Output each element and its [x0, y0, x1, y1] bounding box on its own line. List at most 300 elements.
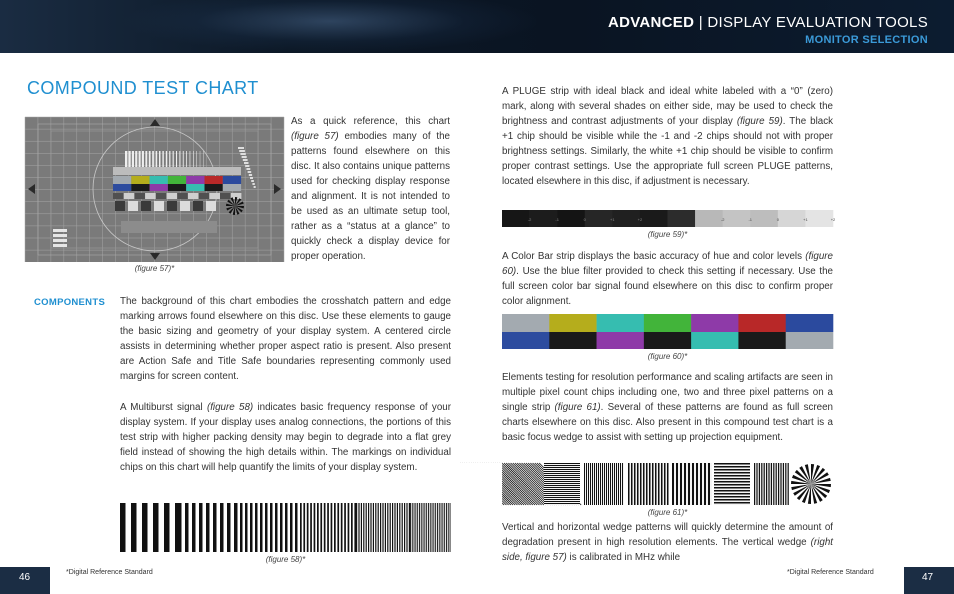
resolution-line [640, 463, 642, 505]
multiburst-line [448, 503, 449, 552]
resolution-line [596, 463, 597, 505]
resolution-line [584, 463, 585, 505]
multiburst-line [193, 151, 194, 167]
resolution-chip [193, 201, 203, 211]
resolution-line [714, 463, 750, 465]
multiburst-line [437, 503, 438, 552]
resolution-line [676, 463, 678, 505]
figure-57-test-chart [25, 117, 284, 262]
pluge-chip [695, 210, 723, 227]
resolution-line [544, 489, 580, 490]
resolution-line [714, 478, 750, 480]
multiburst-line [240, 503, 243, 552]
resolution-line [667, 463, 669, 505]
pluge-chip [720, 210, 751, 227]
vertical-wedge-bar [239, 150, 245, 152]
resolution-line [643, 463, 645, 505]
color-bar-bottom [738, 332, 786, 349]
pluge-chip [750, 210, 778, 227]
multiburst-paragraph [120, 400, 451, 475]
figure-60-color-bars [502, 314, 833, 349]
resolution-chip [141, 201, 151, 211]
multiburst-line [439, 503, 440, 552]
resolution-line [544, 503, 580, 504]
multiburst-line [402, 503, 403, 552]
resolution-line [610, 463, 611, 505]
resolution-line [773, 463, 774, 505]
multiburst-line [380, 503, 381, 552]
multiburst-line [183, 151, 184, 167]
resolution-line [600, 463, 601, 505]
pluge-chip [668, 210, 696, 227]
resolution-chip [206, 201, 216, 211]
multiburst-line [370, 503, 371, 552]
resolution-line [544, 485, 580, 486]
pluge-chip-label: 0 [583, 217, 586, 222]
multiburst-line [417, 503, 418, 552]
multiburst-line [206, 503, 210, 552]
page-number-right: 47 [922, 572, 934, 583]
components-paragraph: The background of this chart embodies the crosshatch pattern and edge marking arrows found elsewhere on this disc. Use these elements to gauge the basic sizing and geometry of your display system. A centered circle assists in determining whether proper aspect ratio is present. Also present are Action Safe and Title Safe boundaries representing commonly used margins for screen content. [120, 296, 451, 382]
footnote-right: *Digital Reference Standard [787, 569, 874, 576]
pluge-text-2: . The black +1 chip should be visible while the -1 and -2 chips should not with proper brightness settings. Similarly, the white +1 chip should be visible to confirm proper contrast settings. Use the appropriate full screen PLUGE patterns, located elsewhere in this disc, if adjustment is necessary. [502, 116, 833, 187]
multiburst-line [260, 503, 263, 552]
multiburst-line [412, 503, 413, 552]
multiburst-line [153, 503, 159, 552]
multiburst-line [162, 151, 163, 167]
mini-color-bar [223, 184, 241, 191]
multiburst-line [152, 151, 154, 167]
multiburst-line [186, 151, 187, 167]
colorbar-figure-ref: (figure 60) [502, 251, 833, 277]
mini-color-bar [113, 176, 131, 184]
color-bar-bottom [549, 332, 597, 349]
figure-58-multiburst [120, 503, 451, 552]
resolution-line [590, 463, 591, 505]
components-label: COMPONENTS [34, 297, 106, 308]
multiburst-line [399, 503, 400, 552]
resolution-line [714, 466, 750, 468]
multiburst-line [397, 503, 398, 552]
resolution-line [544, 481, 580, 482]
color-bar-top [691, 314, 739, 332]
resolution-line [664, 463, 666, 505]
multiburst-line [423, 503, 424, 552]
resolution-line [544, 479, 580, 480]
vertical-wedge-bar [242, 156, 247, 158]
resolution-line [544, 487, 580, 488]
resolution-line [714, 469, 750, 471]
resolution-line [586, 463, 587, 505]
pluge-chip-label: +1 [610, 217, 615, 222]
multiburst-line [176, 151, 177, 167]
page-number-left: 46 [19, 572, 31, 583]
multiburst-line [196, 151, 197, 167]
multiburst-line [442, 503, 443, 552]
resolution-line [714, 493, 750, 495]
multiburst-line [390, 503, 391, 552]
mini-color-bar [168, 184, 186, 191]
resolution-line [544, 493, 580, 494]
color-bar-top [786, 314, 834, 332]
resolution-paragraph [502, 370, 833, 445]
multiburst-line [270, 503, 273, 552]
pluge-chip [209, 193, 220, 199]
resolution-line [704, 463, 706, 505]
mini-color-bar [150, 184, 168, 191]
resolution-line [622, 463, 623, 505]
resolution-line [544, 491, 580, 492]
multiburst-line [387, 503, 388, 552]
vertical-wedge-bar [248, 171, 252, 173]
color-bar-top [549, 314, 597, 332]
multiburst-line [164, 503, 170, 552]
mini-color-bar [168, 176, 186, 184]
resolution-line [759, 463, 760, 505]
vertical-wedge-bar [251, 180, 254, 182]
pluge-chip [220, 193, 231, 199]
resolution-line [616, 463, 617, 505]
resolution-line [544, 467, 580, 468]
page-heading: COMPOUND TEST CHART [27, 78, 259, 98]
resolution-line [714, 499, 750, 501]
multiburst-line [234, 503, 238, 552]
multiburst-line [300, 503, 302, 552]
vertical-wedge-bar [243, 159, 248, 161]
multiburst-text-1: A Multiburst signal [120, 402, 207, 413]
pluge-chip [502, 210, 530, 227]
pluge-chip [637, 210, 668, 227]
multiburst-line [307, 503, 309, 552]
pluge-chip [557, 210, 585, 227]
resolution-line [544, 465, 580, 466]
vertical-wedge-bar [240, 153, 245, 155]
figure-58-caption: (figure 58)* [265, 555, 306, 564]
resolution-line [766, 463, 767, 505]
vertical-wedge-bar [252, 183, 254, 185]
color-bar-top [738, 314, 786, 332]
colorbar-paragraph [502, 249, 833, 309]
multiburst-line [303, 503, 305, 552]
multiburst-line [280, 503, 283, 552]
resolution-line [594, 463, 595, 505]
section-title-rest: | DISPLAY EVALUATION TOOLS [698, 14, 928, 31]
pluge-chip-label: -1 [748, 217, 753, 222]
resolution-line [680, 463, 682, 505]
pluge-chip-label: +2 [637, 217, 643, 222]
multiburst-line [432, 503, 433, 552]
pluge-chip [167, 193, 178, 199]
multiburst-line [419, 503, 420, 552]
resolution-line [544, 483, 580, 484]
multiburst-line [159, 151, 161, 167]
wedge-figure-ref: (right side, figure 57) [502, 537, 833, 563]
resolution-line [761, 463, 762, 505]
resolution-line [544, 501, 580, 502]
multiburst-line [363, 503, 364, 552]
resolution-line [544, 469, 580, 470]
resolution-line [714, 475, 750, 477]
resolution-figure-ref: (figure 61) [554, 402, 601, 413]
multiburst-line [361, 503, 362, 552]
multiburst-line [433, 503, 434, 552]
resolution-line [544, 499, 580, 500]
pluge-chip [124, 193, 135, 199]
pluge-chip-label: -2 [720, 217, 725, 222]
resolution-line [618, 463, 619, 505]
multiburst-line [435, 503, 436, 552]
multiburst-line [409, 503, 410, 552]
resolution-line [598, 463, 599, 505]
multiburst-line [169, 151, 170, 167]
resolution-line [646, 463, 648, 505]
vertical-wedge-bar [244, 162, 249, 164]
mini-color-bar [131, 176, 149, 184]
resolution-line [612, 463, 613, 505]
mini-color-bar [223, 176, 241, 184]
resolution-line [672, 463, 674, 505]
wedge-paragraph [502, 520, 833, 565]
resolution-line [778, 463, 779, 505]
mini-color-bar [205, 184, 223, 191]
multiburst-line [185, 503, 189, 552]
section-title [608, 14, 928, 31]
pluge-chip-label: -1 [555, 217, 559, 222]
multiburst-line [275, 503, 278, 552]
resolution-text-1: Elements testing for resolution performance and scaling artifacts are seen in multiple pixel count chips including one, two and three pixel patterns on a single strip [502, 372, 833, 413]
color-bar-bottom [786, 332, 834, 349]
figure-57-caption: (figure 57)* [134, 264, 175, 273]
resolution-line [764, 463, 765, 505]
resolution-line [708, 463, 710, 505]
multiburst-line [358, 503, 359, 552]
multiburst-line [430, 503, 431, 552]
multiburst-line [344, 503, 346, 552]
multiburst-line [378, 503, 379, 552]
resolution-line [785, 463, 786, 505]
multiburst-line [179, 151, 180, 167]
figure-61-caption: (figure 61)* [647, 508, 688, 517]
multiburst-line [392, 503, 393, 552]
mini-color-bar [131, 184, 149, 191]
mini-color-bar [205, 176, 223, 184]
resolution-line [788, 463, 789, 505]
multiburst-line [444, 503, 445, 552]
multiburst-line [142, 503, 148, 552]
banner-glow [120, 0, 540, 53]
resolution-line [544, 463, 580, 464]
intro-figure-ref: (figure 57) [291, 131, 339, 142]
multiburst-line [450, 503, 451, 552]
color-bar-bottom [597, 332, 645, 349]
resolution-line [684, 463, 686, 505]
vertical-wedge-bar [249, 174, 252, 176]
pluge-chip [805, 210, 833, 227]
multiburst-line [415, 503, 416, 552]
multiburst-line [142, 151, 144, 167]
pluge-chip [612, 210, 640, 227]
multiburst-line [250, 503, 253, 552]
multiburst-line [166, 151, 167, 167]
resolution-line [544, 475, 580, 476]
multiburst-line [149, 151, 151, 167]
resolution-line [714, 490, 750, 492]
pluge-chip [585, 210, 613, 227]
multiburst-line [199, 503, 203, 552]
multiburst-line [310, 503, 312, 552]
multiburst-line [426, 503, 427, 552]
vertical-wedge-bar [238, 147, 244, 149]
horizontal-wedge [121, 221, 217, 233]
multiburst-line [341, 503, 343, 552]
resolution-chip [128, 201, 138, 211]
resolution-line [634, 463, 636, 505]
resolution-line [768, 463, 769, 505]
resolution-line [588, 463, 589, 505]
multiburst-line [265, 503, 268, 552]
resolution-line [592, 463, 593, 505]
resolution-chip [167, 201, 177, 211]
multiburst-line [190, 151, 191, 167]
section-subtitle: MONITOR SELECTION [805, 34, 928, 46]
multiburst-line [320, 503, 322, 552]
resolution-line [544, 477, 580, 478]
pluge-chip-label: +2 [830, 217, 836, 222]
mini-color-bar [186, 184, 204, 191]
resolution-text-2: . Several of these patterns are found as full screen charts elsewhere on this disc. Also present in this compound test chart is a basic focus wedge to assist with setting up projection equipment. [502, 402, 833, 443]
resolution-line [628, 463, 630, 505]
multiburst-line [156, 151, 158, 167]
resolution-line [714, 481, 750, 483]
multiburst-line [414, 503, 415, 552]
colorbar-text-1: A Color Bar strip displays the basic accuracy of hue and color levels [502, 251, 806, 262]
vertical-wedge-bar [246, 168, 250, 170]
resolution-line [696, 463, 698, 505]
pluge-chip-label: +1 [803, 217, 808, 222]
figure-60-caption: (figure 60)* [647, 352, 688, 361]
vertical-wedge-bar [245, 165, 249, 167]
corner-pattern [53, 229, 67, 232]
pluge-paragraph [502, 84, 833, 189]
mini-color-bar [186, 176, 204, 184]
multiburst-line [375, 503, 376, 552]
multiburst-line [331, 503, 333, 552]
pluge-chip [156, 193, 167, 199]
multiburst-line [173, 151, 174, 167]
resolution-line [756, 463, 757, 505]
intro-text-2: embodies many of the patterns found elsewhere on this disc. It also contains unique patterns used for checking display response and alignment. It is not intended to be used as an ultimate setup tool, rather as a “status at a glance” to quickly check a display device for proper operation. [291, 131, 450, 262]
resolution-line [604, 463, 605, 505]
resolution-line [544, 471, 580, 472]
resolution-line [771, 463, 772, 505]
resolution-line [714, 484, 750, 486]
resolution-mask [458, 463, 502, 505]
multiburst-line [366, 503, 367, 552]
resolution-line [714, 502, 750, 504]
multiburst-line [145, 151, 147, 167]
resolution-line [655, 463, 657, 505]
multiburst-line [441, 503, 442, 552]
multiburst-line [128, 151, 130, 167]
resolution-chip [154, 201, 164, 211]
multiburst-line [317, 503, 319, 552]
resolution-line [602, 463, 603, 505]
multiburst-line [192, 503, 196, 552]
resolution-line [614, 463, 615, 505]
multiburst-line [356, 503, 357, 552]
multiburst-line [385, 503, 386, 552]
mini-color-bar [150, 176, 168, 184]
mini-color-bar [113, 184, 131, 191]
resolution-line [606, 463, 607, 505]
header-banner [0, 0, 954, 53]
resolution-line [637, 463, 639, 505]
pluge-chip-label: 0 [776, 217, 779, 222]
color-bar-bottom [502, 332, 550, 349]
multiburst-line [255, 503, 258, 552]
multiburst-line [131, 503, 137, 552]
multiburst-figure-ref: (figure 58) [206, 402, 254, 413]
resolution-line [544, 495, 580, 496]
multiburst-line [404, 503, 405, 552]
vertical-wedge-bar [254, 186, 256, 188]
multiburst-line [382, 503, 383, 552]
figure-59-pluge-strip [502, 210, 836, 227]
pluge-chip [113, 193, 124, 199]
multiburst-line [285, 503, 288, 552]
resolution-line [700, 463, 702, 505]
resolution-line [631, 463, 633, 505]
pluge-chip [199, 193, 210, 199]
color-bar-top [644, 314, 692, 332]
multiburst-line [428, 503, 429, 552]
resolution-line [620, 463, 621, 505]
color-bar-bottom [644, 332, 692, 349]
resolution-line [783, 463, 784, 505]
resolution-line [776, 463, 777, 505]
multiburst-line [135, 151, 137, 167]
multiburst-text-2: indicates basic frequency response of your display system. If your display uses analog connections, the portions of this test strip with higher packing density may begin to degrade into a flat grey field instead of showing the high details within. The markings on individual chips on this chart will help quantify the limits of your display system. [120, 402, 451, 473]
intro-text-1: As a quick reference, this chart [291, 116, 450, 127]
resolution-line [714, 496, 750, 498]
corner-pattern [53, 244, 67, 247]
footnote-left: *Digital Reference Standard [66, 569, 153, 576]
multiburst-line [354, 503, 356, 552]
corner-pattern [53, 239, 67, 242]
multiburst-line [295, 503, 298, 552]
color-bar-top [502, 314, 550, 332]
multiburst-line [424, 503, 425, 552]
multiburst-line [421, 503, 422, 552]
pluge-chip [778, 210, 806, 227]
resolution-line [661, 463, 663, 505]
resolution-line [608, 463, 609, 505]
resolution-line [714, 472, 750, 474]
multiburst-line [120, 503, 126, 552]
pluge-figure-ref: (figure 59) [736, 116, 783, 127]
multiburst-line [132, 151, 134, 167]
resolution-line [714, 487, 750, 489]
multiburst-line [351, 503, 353, 552]
pluge-chip-label: -2 [527, 217, 532, 222]
resolution-line [544, 473, 580, 474]
pluge-chip [188, 193, 199, 199]
multiburst-line [178, 503, 182, 552]
wedge-text-1: Vertical and horizontal wedge patterns will quickly determine the amount of degradation present in high resolution elements. The vertical wedge [502, 522, 833, 548]
resolution-line [692, 463, 694, 505]
resolution-chip [180, 201, 190, 211]
colorbar-text-2: . Use the blue filter provided to check this setting if necessary. Use the full screen color bar signal found elsewhere on this disc to confirm proper color alignment. [502, 266, 833, 307]
